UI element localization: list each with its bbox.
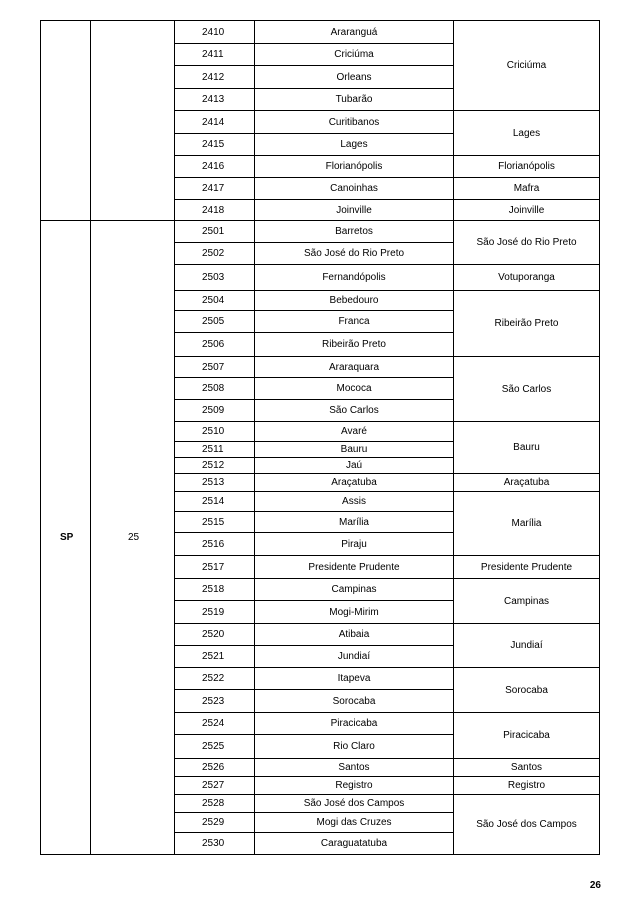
code-cell: 2508 [175,378,255,400]
code-cell: 2512 [175,458,255,474]
code-cell: 2415 [175,134,255,156]
city-cell: Araraquara [255,357,454,378]
region-cell: Bauru [454,422,600,474]
city-cell: Fernandópolis [255,265,454,291]
city-cell: Joinville [255,200,454,221]
region-cell: Jundiaí [454,624,600,668]
code-cell: 2527 [175,777,255,795]
city-cell: Barretos [255,221,454,243]
code-cell: 2416 [175,156,255,178]
city-cell: Piraju [255,533,454,556]
city-cell: Franca [255,311,454,333]
region-cell: Santos [454,759,600,777]
city-cell: Presidente Prudente [255,556,454,579]
code-cell: 2515 [175,512,255,533]
city-cell: Araranguá [255,21,454,44]
city-cell: Jundiaí [255,646,454,668]
code-cell: 2503 [175,265,255,291]
region-cell: Florianópolis [454,156,600,178]
city-cell: Caraguatatuba [255,833,454,855]
code-cell: 2528 [175,795,255,813]
code-cell: 2418 [175,200,255,221]
code-cell: 2411 [175,44,255,66]
city-cell: Bebedouro [255,291,454,311]
region-cell: Registro [454,777,600,795]
code-cell: 2526 [175,759,255,777]
code-cell: 2507 [175,357,255,378]
code-cell: 2524 [175,713,255,735]
code-cell: 2412 [175,66,255,89]
code-cell: 2522 [175,668,255,690]
ddd-cell: 25 [91,221,175,855]
region-cell: Votuporanga [454,265,600,291]
region-cell: Marília [454,492,600,556]
city-cell: Assis [255,492,454,512]
code-cell: 2516 [175,533,255,556]
city-cell: Campinas [255,579,454,601]
city-cell: Florianópolis [255,156,454,178]
uf-cell: SP [41,221,91,855]
table-row [41,221,600,243]
city-cell: Mogi-Mirim [255,601,454,624]
code-cell: 2514 [175,492,255,512]
city-cell: Araçatuba [255,474,454,492]
city-cell: Avaré [255,422,454,442]
code-cell: 2529 [175,813,255,833]
code-cell: 2510 [175,422,255,442]
uf-cell-blank [41,21,91,221]
region-cell: Mafra [454,178,600,200]
city-cell: Itapeva [255,668,454,690]
code-cell: 2504 [175,291,255,311]
region-cell: São Carlos [454,357,600,422]
city-cell: Lages [255,134,454,156]
code-cell: 2519 [175,601,255,624]
region-cell: Lages [454,111,600,156]
code-cell: 2521 [175,646,255,668]
city-cell: Criciúma [255,44,454,66]
city-cell: Sorocaba [255,690,454,713]
code-cell: 2410 [175,21,255,44]
ddd-cell-blank [91,21,175,221]
city-cell: Mococa [255,378,454,400]
code-cell: 2511 [175,442,255,458]
region-cell: São José do Rio Preto [454,221,600,265]
region-cell: Joinville [454,200,600,221]
table-row [41,21,600,44]
city-cell: Curitibanos [255,111,454,134]
code-cell: 2502 [175,243,255,265]
code-cell: 2414 [175,111,255,134]
code-cell: 2520 [175,624,255,646]
city-cell: Canoinhas [255,178,454,200]
city-cell: Tubarão [255,89,454,111]
code-cell: 2506 [175,333,255,357]
code-cell: 2505 [175,311,255,333]
city-cell: Bauru [255,442,454,458]
city-cell: Rio Claro [255,735,454,759]
city-cell: Jaú [255,458,454,474]
city-cell: São José dos Campos [255,795,454,813]
city-cell: São Carlos [255,400,454,422]
city-cell: Marília [255,512,454,533]
page-number: 26 [589,880,601,891]
city-cell: Piracicaba [255,713,454,735]
code-cell: 2417 [175,178,255,200]
city-cell: São José do Rio Preto [255,243,454,265]
region-cell: Sorocaba [454,668,600,713]
code-cell: 2513 [175,474,255,492]
region-cell: Campinas [454,579,600,624]
code-cell: 2523 [175,690,255,713]
code-cell: 2501 [175,221,255,243]
city-cell: Ribeirão Preto [255,333,454,357]
city-cell: Santos [255,759,454,777]
city-cell: Atibaia [255,624,454,646]
code-cell: 2517 [175,556,255,579]
region-cell: Criciúma [454,21,600,111]
region-cell: Piracicaba [454,713,600,759]
document-table [40,20,600,855]
region-cell: Presidente Prudente [454,556,600,579]
region-cell: São José dos Campos [454,795,600,855]
code-cell: 2509 [175,400,255,422]
city-cell: Registro [255,777,454,795]
code-cell: 2518 [175,579,255,601]
city-cell: Orleans [255,66,454,89]
region-cell: Araçatuba [454,474,600,492]
code-cell: 2530 [175,833,255,855]
region-cell: Ribeirão Preto [454,291,600,357]
code-cell: 2525 [175,735,255,759]
code-cell: 2413 [175,89,255,111]
city-cell: Mogi das Cruzes [255,813,454,833]
